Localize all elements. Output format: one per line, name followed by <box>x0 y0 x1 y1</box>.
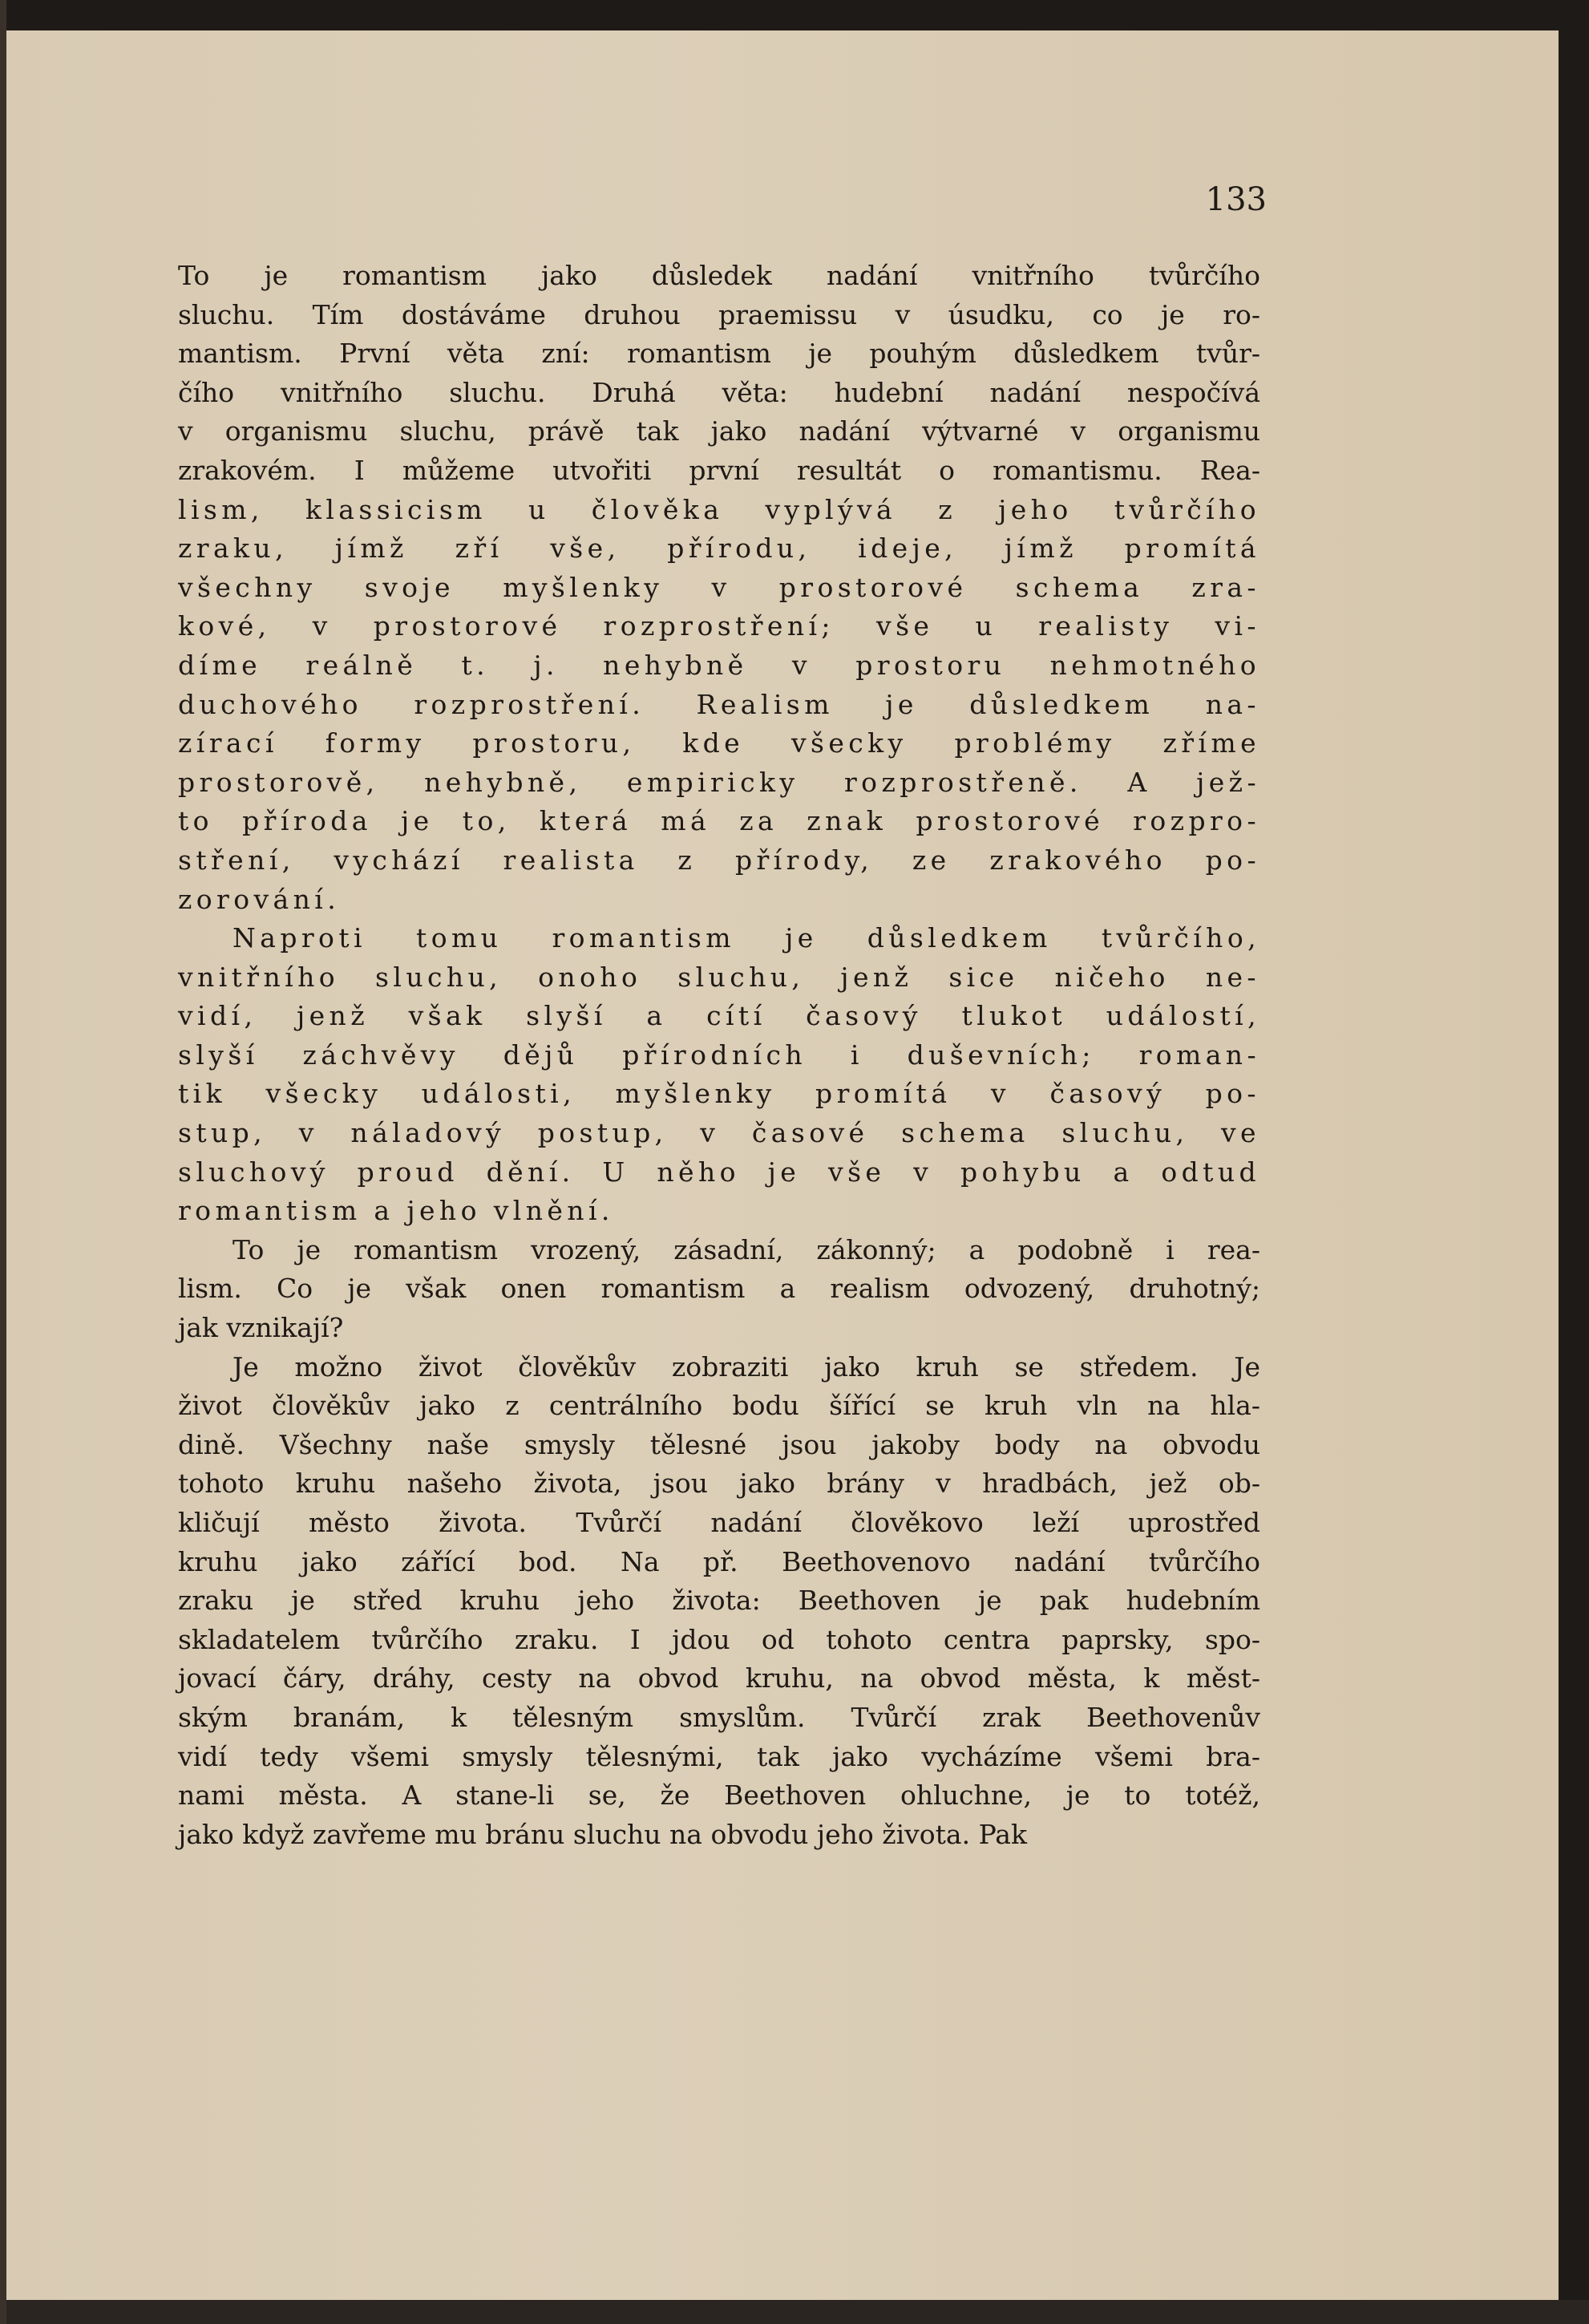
text-line: život člověkův jako z centrálního bodu šířící se kruh vln na hla- <box>178 1390 1260 1422</box>
text-line: zraku, jímž zří vše, přírodu, ideje, jímž promítá <box>178 532 1260 565</box>
text-line: jako když zavřeme mu bránu sluchu na obvodu jeho života. Pak <box>178 1818 1027 1850</box>
text-line: Naproti tomu romantism je důsledkem tvůrčího, <box>232 922 1260 954</box>
text-line: prostorově, nehybně, empiricky rozprostřeně. A jež- <box>178 766 1260 798</box>
text-line: zraku je střed kruhu jeho života: Beethoven je pak hudebním <box>178 1585 1260 1617</box>
text-line: vidí tedy všemi smysly tělesnými, tak jako vycházíme všemi bra- <box>178 1740 1260 1772</box>
text-line: nami města. A stane-li se, že Beethoven ohluchne, je to totéž, <box>178 1779 1260 1812</box>
text-line: sluchu. Tím dostáváme druhou praemissu v úsudku, co je ro- <box>178 298 1260 330</box>
text-line: To je romantism vrozený, zásadní, zákonný; a podobně i rea- <box>232 1233 1260 1265</box>
page-number: 133 <box>1205 181 1267 218</box>
paragraph <box>178 1348 1260 1855</box>
paragraph <box>178 257 1260 919</box>
text-line: dině. Všechny naše smysly tělesné jsou jakoby body na obvodu <box>178 1428 1260 1460</box>
text-line: to příroda je to, která má za znak prostorové rozpro- <box>178 805 1260 837</box>
text-line: slyší záchvěvy dějů přírodních i duševních; roman- <box>178 1039 1260 1071</box>
text-line: vidí, jenž však slyší a cítí časový tlukot událostí, <box>178 1000 1260 1032</box>
scan-border-right <box>1559 0 1589 2324</box>
text-line: díme reálně t. j. nehybně v prostoru nehmotného <box>178 649 1260 681</box>
paragraph <box>178 1231 1260 1348</box>
scan-border-left <box>0 0 6 2324</box>
text-line: Je možno život člověkův zobraziti jako kruh se středem. Je <box>232 1350 1260 1383</box>
text-line: čího vnitřního sluchu. Druhá věta: hudební nadání nespočívá <box>178 376 1260 408</box>
text-line: tik všecky události, myšlenky promítá v časový po- <box>178 1078 1260 1110</box>
text-line: v organismu sluchu, právě tak jako nadání výtvarné v organismu <box>178 415 1260 447</box>
text-line: kové, v prostorové rozprostření; vše u realisty vi- <box>178 610 1260 642</box>
text-line: jovací čáry, dráhy, cesty na obvod kruhu, na obvod města, k měst- <box>178 1662 1260 1694</box>
text-line: kličují město života. Tvůrčí nadání člověkovo leží uprostřed <box>178 1507 1260 1538</box>
text-line: jak vznikají? <box>178 1312 344 1344</box>
text-line: romantism a jeho vlnění. <box>178 1195 614 1227</box>
paragraph <box>178 919 1260 1231</box>
body-text <box>178 257 1260 1854</box>
text-line: všechny svoje myšlenky v prostorové schema zra- <box>178 571 1260 603</box>
text-line: kruhu jako zářící bod. Na př. Beethovenovo nadání tvůrčího <box>178 1545 1260 1577</box>
text-line: To je romantism jako důsledek nadání vnitřního tvůrčího <box>178 260 1260 291</box>
text-line: tohoto kruhu našeho života, jsou jako brány v hradbách, jež ob- <box>178 1468 1260 1500</box>
scan-border-bottom <box>0 2300 1589 2324</box>
text-line: skladatelem tvůrčího zraku. I jdou od tohoto centra paprsky, spo- <box>178 1623 1260 1655</box>
text-line: lism, klassicism u člověka vyplývá z jeho tvůrčího <box>178 493 1260 525</box>
text-line: lism. Co je však onen romantism a realism odvozený, druhotný; <box>178 1273 1260 1305</box>
text-line: zorování. <box>178 883 341 915</box>
text-line: zrakovém. I můžeme utvořiti první resultát o romantismu. Rea- <box>178 454 1260 486</box>
text-line: stup, v náladový postup, v časové schema sluchu, ve <box>178 1117 1260 1149</box>
text-line: duchového rozprostření. Realism je důsledkem na- <box>178 688 1260 720</box>
text-line: ským branám, k tělesným smyslům. Tvůrčí zrak Beethovenův <box>178 1701 1260 1733</box>
text-line: sluchový proud dění. U něho je vše v pohybu a odtud <box>178 1156 1260 1188</box>
text-line: stření, vychází realista z přírody, ze zrakového po- <box>178 844 1260 876</box>
text-line: mantism. První věta zní: romantism je pouhým důsledkem tvůr- <box>178 338 1260 370</box>
scan-border-top <box>0 0 1589 30</box>
text-line: vnitřního sluchu, onoho sluchu, jenž sice ničeho ne- <box>178 961 1260 993</box>
text-line: zírací formy prostoru, kde všecky problémy zříme <box>178 727 1260 759</box>
